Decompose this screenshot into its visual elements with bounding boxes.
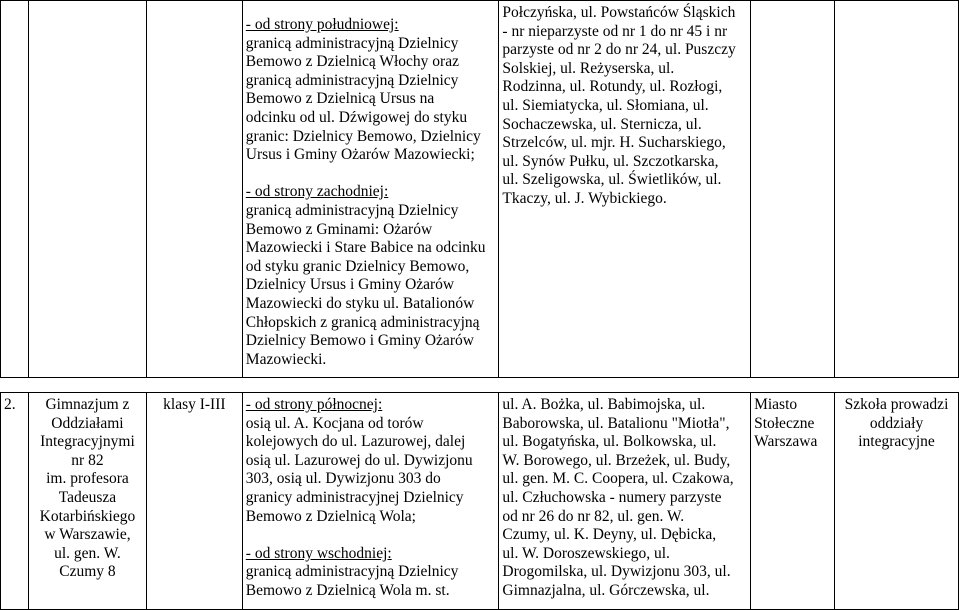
west-boundary-text: granicą administracyjną Dzielnicy Bemowo z Gminami: Ożarów Mazowiecki i Stare Babice na odcinku od styku granic Dzielnicy Bemowo, Dzielnicy Ursus i Gminy Ożarów Mazowiecki do styku ul. Batalionów Chłopskich z granicą administracyjną Dzielnicy Bemowo i Gminy Ożarów Mazowiecki. (245, 201, 486, 368)
row1-boundaries-cell (242, 1, 499, 378)
north-boundary-text: osią ul. A. Kocjana od torów kolejowych do ul. Lazurowej, dalej osią ul. Lazurowej do ul. Dywizjonu 303, osią ul. Dywizjonu 303 do granicy administracyjnej Dzielnicy Bemowo z Dzielnicą Wola; (245, 414, 473, 525)
row1-organ-cell (751, 1, 835, 378)
east-boundary-heading: - od strony wschodniej: (245, 544, 392, 562)
table-row (1, 393, 959, 610)
east-boundary-text: granicą administracyjną Dzielnicy Bemowo z Dzielnicą Wola m. st. (245, 563, 459, 599)
row1-classes-cell (146, 1, 242, 378)
north-boundary-heading: - od strony północnej: (245, 396, 383, 413)
row2-number-cell: 2. (1, 393, 29, 610)
south-boundary-text: granicą administracyjną Dzielnicy Bemowo z Dzielnicą Włochy oraz granicą administracyjną Dzielnicy Bemowo z Dzielnicą Ursus na odcinku od ul. Dźwigowej do styku granic: Dzielnicy Bemowo, Dzielnicy Ursus i Gminy Ożarów Mazowiecki; (245, 34, 481, 164)
table-spacer (1, 378, 959, 393)
row1-streets-cell: Połczyńska, ul. Powstańców Śląskich - nr nieparzyste od nr 1 do nr 45 i nr parzyste od nr 2 do nr 24, ul. Puszczy Solskiej, ul. Reżyserska, ul. Rodzinna, ul. Rotundy, ul. Rozłogi, ul. Siemiatycka, ul. Słomiana, ul. Sochaczewska, ul. Sternicza, ul. Strzelców, ul. mjr. H. Sucharskiego, ul. Synów Pułku, ul. Szczotkarska, ul. Szeligowska, ul. Świetlików, ul. Tkaczy, ul. J. Wybickiego. (499, 1, 751, 378)
south-boundary-heading: - od strony południowej: (245, 16, 399, 33)
row2-organ-cell: Miasto Stołeczne Warszawa (751, 393, 835, 610)
row2-boundaries-cell (242, 393, 499, 610)
table-row (1, 1, 959, 378)
row2-classes-cell: klasy I-III (146, 393, 242, 610)
row2-notes-cell: Szkoła prowadzi oddziały integracyjne (835, 393, 959, 610)
row2-school-cell: Gimnazjum z Oddziałami Integracyjnymi nr 82 im. profesora Tadeusza Kotarbińskiego w Warszawie, ul. gen. W. Czumy 8 (28, 393, 146, 610)
west-boundary-heading: - od strony zachodniej: (245, 183, 389, 201)
row1-number-cell (1, 1, 29, 378)
row1-school-cell (28, 1, 146, 378)
row2-streets-cell: ul. A. Bożka, ul. Babimojska, ul. Baborowska, ul. Batalionu "Miotła", ul. Bogatyńska, ul. Bolkowska, ul. W. Borowego, ul. Brzeżek, ul. Budy, ul. gen. M. C. Coopera, ul. Czakowa, ul. Człuchowska - numery parzyste od nr 26 do nr 82, ul. gen. W. Czumy, ul. K. Deyny, ul. Dębicka, ul. W. Doroszewskiego, ul. Drogomilska, ul. Dywizjonu 303, ul. Gimnazjalna, ul. Górczewska, ul. (499, 393, 751, 610)
row1-notes-cell (835, 1, 959, 378)
